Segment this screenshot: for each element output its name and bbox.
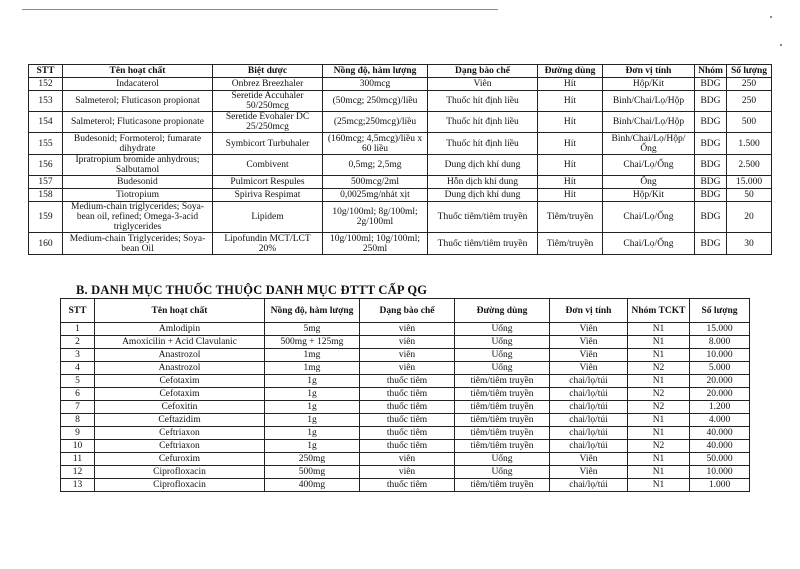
cell-quantity: 1.500 (727, 133, 772, 155)
cell-unit: chai/lọ/túi (550, 414, 628, 427)
cell-stt: 12 (61, 466, 95, 479)
cell-dosage-form: viên (360, 453, 455, 466)
cell-quantity: 250 (727, 91, 772, 112)
cell-route: Uống (455, 323, 550, 336)
cell-quantity: 50 (727, 189, 772, 202)
cell-active-ingredient: Indacaterol (63, 78, 213, 91)
cell-group: BDG (695, 133, 727, 155)
cell-concentration: 1mg (265, 362, 360, 375)
col-header-stt: STT (29, 65, 63, 78)
cell-unit: Viên (550, 466, 628, 479)
cell-stt: 13 (61, 479, 95, 492)
cell-tckt-group: N1 (628, 336, 690, 349)
cell-quantity: 20 (727, 202, 772, 233)
col-header-stt: STT (61, 299, 95, 323)
cell-dosage-form: thuốc tiêm (360, 440, 455, 453)
cell-stt: 155 (29, 133, 63, 155)
cell-stt: 10 (61, 440, 95, 453)
table-row (29, 176, 772, 189)
cell-active-ingredient: Cefoxitin (95, 401, 265, 414)
cell-active-ingredient: Anastrozol (95, 349, 265, 362)
cell-concentration: 250mg (265, 453, 360, 466)
cell-route: tiêm/tiêm truyền (455, 375, 550, 388)
cell-quantity: 1.000 (690, 479, 750, 492)
cell-concentration: 300mcg (323, 78, 428, 91)
cell-dosage-form: viên (360, 362, 455, 375)
cell-quantity: 10.000 (690, 466, 750, 479)
table-row (29, 189, 772, 202)
cell-unit: Hộp/Kit (603, 189, 695, 202)
cell-stt: 1 (61, 323, 95, 336)
cell-unit: chai/lọ/túi (550, 427, 628, 440)
cell-quantity: 20.000 (690, 388, 750, 401)
cell-concentration: 1g (265, 427, 360, 440)
cell-route: tiêm/tiêm truyền (455, 440, 550, 453)
col-header-dosage-form: Dạng bào chế (428, 65, 538, 78)
cell-route: Tiêm/truyền (538, 233, 603, 255)
cell-concentration: 400mg (265, 479, 360, 492)
cell-route: Uống (455, 453, 550, 466)
cell-tckt-group: N1 (628, 375, 690, 388)
col-header-dosage-form: Dạng bào chế (360, 299, 455, 323)
cell-tckt-group: N1 (628, 479, 690, 492)
cell-unit: chai/lọ/túi (550, 401, 628, 414)
cell-dosage-form: thuốc tiêm (360, 388, 455, 401)
cell-quantity: 8.000 (690, 336, 750, 349)
scan-border-line (22, 9, 498, 10)
cell-unit: chai/lọ/túi (550, 388, 628, 401)
cell-unit: Hộp/Kit (603, 78, 695, 91)
cell-group: BDG (695, 176, 727, 189)
table-row (29, 155, 772, 176)
table-row (61, 427, 750, 440)
cell-active-ingredient: Amoxicilin + Acid Clavulanic (95, 336, 265, 349)
cell-active-ingredient: Ipratropium bromide anhydrous; Salbutamol (63, 155, 213, 176)
cell-route: Uống (455, 466, 550, 479)
cell-active-ingredient: Ceftriaxon (95, 427, 265, 440)
cell-unit: chai/lọ/túi (550, 479, 628, 492)
cell-stt: 159 (29, 202, 63, 233)
cell-route: Hít (538, 189, 603, 202)
cell-concentration: 10g/100ml; 10g/100ml; 250ml (323, 233, 428, 255)
cell-brand-name: Seretide Accuhaler 50/250mcg (213, 91, 323, 112)
cell-tckt-group: N1 (628, 466, 690, 479)
table-row (61, 336, 750, 349)
cell-tckt-group: N1 (628, 427, 690, 440)
cell-concentration: 1g (265, 414, 360, 427)
cell-tckt-group: N1 (628, 349, 690, 362)
cell-quantity: 30 (727, 233, 772, 255)
cell-concentration: 1g (265, 401, 360, 414)
cell-active-ingredient: Anastrozol (95, 362, 265, 375)
cell-tckt-group: N1 (628, 453, 690, 466)
col-header-quantity: Số lượng (727, 65, 772, 78)
cell-active-ingredient: Budesonid (63, 176, 213, 189)
cell-route: Hít (538, 91, 603, 112)
cell-concentration: 1mg (265, 349, 360, 362)
cell-route: tiêm/tiêm truyền (455, 427, 550, 440)
drug-table-b (60, 298, 750, 492)
cell-concentration: 1g (265, 375, 360, 388)
cell-dosage-form: thuốc tiêm (360, 375, 455, 388)
cell-group: BDG (695, 189, 727, 202)
cell-unit: chai/lọ/túi (550, 440, 628, 453)
cell-active-ingredient: Ceftriaxon (95, 440, 265, 453)
cell-dosage-form: thuốc tiêm (360, 479, 455, 492)
cell-unit: Viên (550, 453, 628, 466)
cell-group: BDG (695, 233, 727, 255)
cell-unit: Viên (550, 336, 628, 349)
cell-active-ingredient: Ceftazidim (95, 414, 265, 427)
cell-brand-name: Spiriva Respimat (213, 189, 323, 202)
cell-dosage-form: thuốc tiêm (360, 401, 455, 414)
cell-active-ingredient: Tiotropium (63, 189, 213, 202)
cell-unit: Bình/Chai/Lọ/Hộp/Ống (603, 133, 695, 155)
col-header-unit: Đơn vị tính (550, 299, 628, 323)
cell-stt: 160 (29, 233, 63, 255)
cell-stt: 152 (29, 78, 63, 91)
cell-active-ingredient: Cefuroxim (95, 453, 265, 466)
cell-stt: 7 (61, 401, 95, 414)
cell-concentration: (160mcg; 4,5mcg)/liều x 60 liều (323, 133, 428, 155)
col-header-active-ingredient: Tên hoạt chất (95, 299, 265, 323)
cell-brand-name: Combivent (213, 155, 323, 176)
cell-unit: chai/lọ/túi (550, 375, 628, 388)
cell-stt: 153 (29, 91, 63, 112)
cell-tckt-group: N1 (628, 323, 690, 336)
cell-brand-name: Lipidem (213, 202, 323, 233)
cell-quantity: 4.000 (690, 414, 750, 427)
cell-dosage-form: Hỗn dịch khí dung (428, 176, 538, 189)
cell-dosage-form: Viên (428, 78, 538, 91)
cell-dosage-form: Dung dịch khí dung (428, 155, 538, 176)
section-b-title: B. DANH MỤC THUỐC THUỘC DANH MỤC ĐTTT CẤP QG (76, 283, 428, 297)
cell-active-ingredient: Cefotaxim (95, 375, 265, 388)
cell-stt: 2 (61, 336, 95, 349)
cell-stt: 158 (29, 189, 63, 202)
table-row (29, 133, 772, 155)
cell-concentration: 5mg (265, 323, 360, 336)
table-row (61, 414, 750, 427)
cell-group: BDG (695, 155, 727, 176)
cell-unit: Viên (550, 349, 628, 362)
cell-stt: 5 (61, 375, 95, 388)
cell-route: Hít (538, 112, 603, 133)
table-row (29, 78, 772, 91)
cell-brand-name: Seretide Evohaler DC 25/250mcg (213, 112, 323, 133)
cell-active-ingredient: Medium-chain Triglycerides; Soya-bean Oil (63, 233, 213, 255)
cell-stt: 4 (61, 362, 95, 375)
table-row (61, 479, 750, 492)
cell-quantity: 20.000 (690, 375, 750, 388)
col-header-group: Nhóm (695, 65, 727, 78)
cell-route: Hít (538, 133, 603, 155)
cell-active-ingredient: Ciprofloxacin (95, 466, 265, 479)
drug-table-a (28, 64, 772, 255)
cell-concentration: 500mcg/2ml (323, 176, 428, 189)
cell-stt: 6 (61, 388, 95, 401)
table-row (29, 91, 772, 112)
cell-stt: 156 (29, 155, 63, 176)
col-header-brand-name: Biệt dược (213, 65, 323, 78)
cell-active-ingredient: Budesonid; Formoterol; fumarate dihydrate (63, 133, 213, 155)
cell-active-ingredient: Cefotaxim (95, 388, 265, 401)
cell-stt: 11 (61, 453, 95, 466)
cell-quantity: 40.000 (690, 427, 750, 440)
cell-dosage-form: thuốc tiêm (360, 414, 455, 427)
cell-group: BDG (695, 202, 727, 233)
cell-concentration: (25mcg;250mcg)/liều (323, 112, 428, 133)
cell-dosage-form: Thuốc tiêm/tiêm truyền (428, 202, 538, 233)
cell-brand-name: Onbrez Breezhaler (213, 78, 323, 91)
cell-concentration: (50mcg; 250mcg)/liều (323, 91, 428, 112)
col-header-quantity: Số lượng (690, 299, 750, 323)
cell-unit: Chai/Lọ/Ống (603, 155, 695, 176)
table-row (29, 112, 772, 133)
cell-dosage-form: viên (360, 336, 455, 349)
table-row (61, 362, 750, 375)
cell-route: tiêm/tiêm truyền (455, 388, 550, 401)
cell-tckt-group: N1 (628, 414, 690, 427)
table-a-header-row (29, 65, 772, 78)
cell-quantity: 15.000 (690, 323, 750, 336)
cell-stt: 3 (61, 349, 95, 362)
cell-quantity: 40.000 (690, 440, 750, 453)
cell-quantity: 2.500 (727, 155, 772, 176)
cell-quantity: 15.000 (727, 176, 772, 189)
cell-dosage-form: Thuốc hít định liều (428, 91, 538, 112)
cell-group: BDG (695, 78, 727, 91)
cell-tckt-group: N2 (628, 388, 690, 401)
cell-brand-name: Pulmicort Respules (213, 176, 323, 189)
table-row (61, 349, 750, 362)
cell-brand-name: Symbicort Turbuhaler (213, 133, 323, 155)
table-row (61, 401, 750, 414)
cell-dosage-form: Thuốc tiêm/tiêm truyền (428, 233, 538, 255)
cell-quantity: 250 (727, 78, 772, 91)
cell-group: BDG (695, 112, 727, 133)
scan-speck (780, 44, 782, 46)
cell-concentration: 10g/100ml; 8g/100ml; 2g/100ml (323, 202, 428, 233)
cell-unit: Chai/Lọ/Ống (603, 233, 695, 255)
cell-active-ingredient: Medium-chain triglycerides; Soya-bean oil, refined; Omega-3-acid triglycerides (63, 202, 213, 233)
cell-route: Hít (538, 78, 603, 91)
cell-quantity: 50.000 (690, 453, 750, 466)
cell-concentration: 0,0025mg/nhát xịt (323, 189, 428, 202)
cell-stt: 8 (61, 414, 95, 427)
cell-route: tiêm/tiêm truyền (455, 479, 550, 492)
table-row (61, 375, 750, 388)
table-row (61, 453, 750, 466)
cell-stt: 154 (29, 112, 63, 133)
col-header-active-ingredient: Tên hoạt chất (63, 65, 213, 78)
cell-active-ingredient: Salmeterol; Fluticason propionat (63, 91, 213, 112)
cell-dosage-form: thuốc tiêm (360, 427, 455, 440)
cell-active-ingredient: Salmeterol; Fluticasone propionate (63, 112, 213, 133)
cell-concentration: 500mg + 125mg (265, 336, 360, 349)
col-header-route: Đường dùng (455, 299, 550, 323)
table-row (61, 466, 750, 479)
cell-concentration: 0,5mg; 2,5mg (323, 155, 428, 176)
cell-dosage-form: Dung dịch khí dung (428, 189, 538, 202)
cell-concentration: 1g (265, 440, 360, 453)
cell-quantity: 10.000 (690, 349, 750, 362)
cell-group: BDG (695, 91, 727, 112)
cell-concentration: 500mg (265, 466, 360, 479)
cell-dosage-form: viên (360, 349, 455, 362)
cell-route: Hít (538, 155, 603, 176)
cell-quantity: 1.200 (690, 401, 750, 414)
cell-route: Tiêm/truyền (538, 202, 603, 233)
cell-dosage-form: Thuốc hít định liều (428, 133, 538, 155)
cell-unit: Bình/Chai/Lọ/Hộp (603, 91, 695, 112)
cell-route: Hít (538, 176, 603, 189)
table-row (29, 202, 772, 233)
cell-tckt-group: N2 (628, 362, 690, 375)
col-header-concentration: Nồng độ, hàm lượng (323, 65, 428, 78)
table-row (61, 323, 750, 336)
table-row (61, 388, 750, 401)
cell-dosage-form: viên (360, 323, 455, 336)
cell-unit: Ống (603, 176, 695, 189)
cell-route: Uống (455, 336, 550, 349)
table-row (29, 233, 772, 255)
scan-speck (770, 16, 772, 18)
cell-route: Uống (455, 349, 550, 362)
col-header-route: Đường dùng (538, 65, 603, 78)
cell-route: tiêm/tiêm truyền (455, 414, 550, 427)
cell-active-ingredient: Ciprofloxacin (95, 479, 265, 492)
cell-active-ingredient: Amlodipin (95, 323, 265, 336)
cell-unit: Viên (550, 362, 628, 375)
cell-tckt-group: N2 (628, 440, 690, 453)
table-b-header-row (61, 299, 750, 323)
cell-stt: 157 (29, 176, 63, 189)
col-header-unit: Đơn vị tính (603, 65, 695, 78)
cell-concentration: 1g (265, 388, 360, 401)
cell-quantity: 500 (727, 112, 772, 133)
cell-dosage-form: viên (360, 466, 455, 479)
cell-route: Uống (455, 362, 550, 375)
cell-brand-name: Lipofundin MCT/LCT 20% (213, 233, 323, 255)
table-row (61, 440, 750, 453)
col-header-concentration: Nồng độ, hàm lượng (265, 299, 360, 323)
cell-route: tiêm/tiêm truyền (455, 401, 550, 414)
cell-unit: Bình/Chai/Lọ/Hộp (603, 112, 695, 133)
col-header-tckt-group: Nhóm TCKT (628, 299, 690, 323)
cell-tckt-group: N2 (628, 401, 690, 414)
cell-dosage-form: Thuốc hít định liều (428, 112, 538, 133)
cell-quantity: 5.000 (690, 362, 750, 375)
cell-stt: 9 (61, 427, 95, 440)
cell-unit: Viên (550, 323, 628, 336)
cell-unit: Chai/Lọ/Ống (603, 202, 695, 233)
